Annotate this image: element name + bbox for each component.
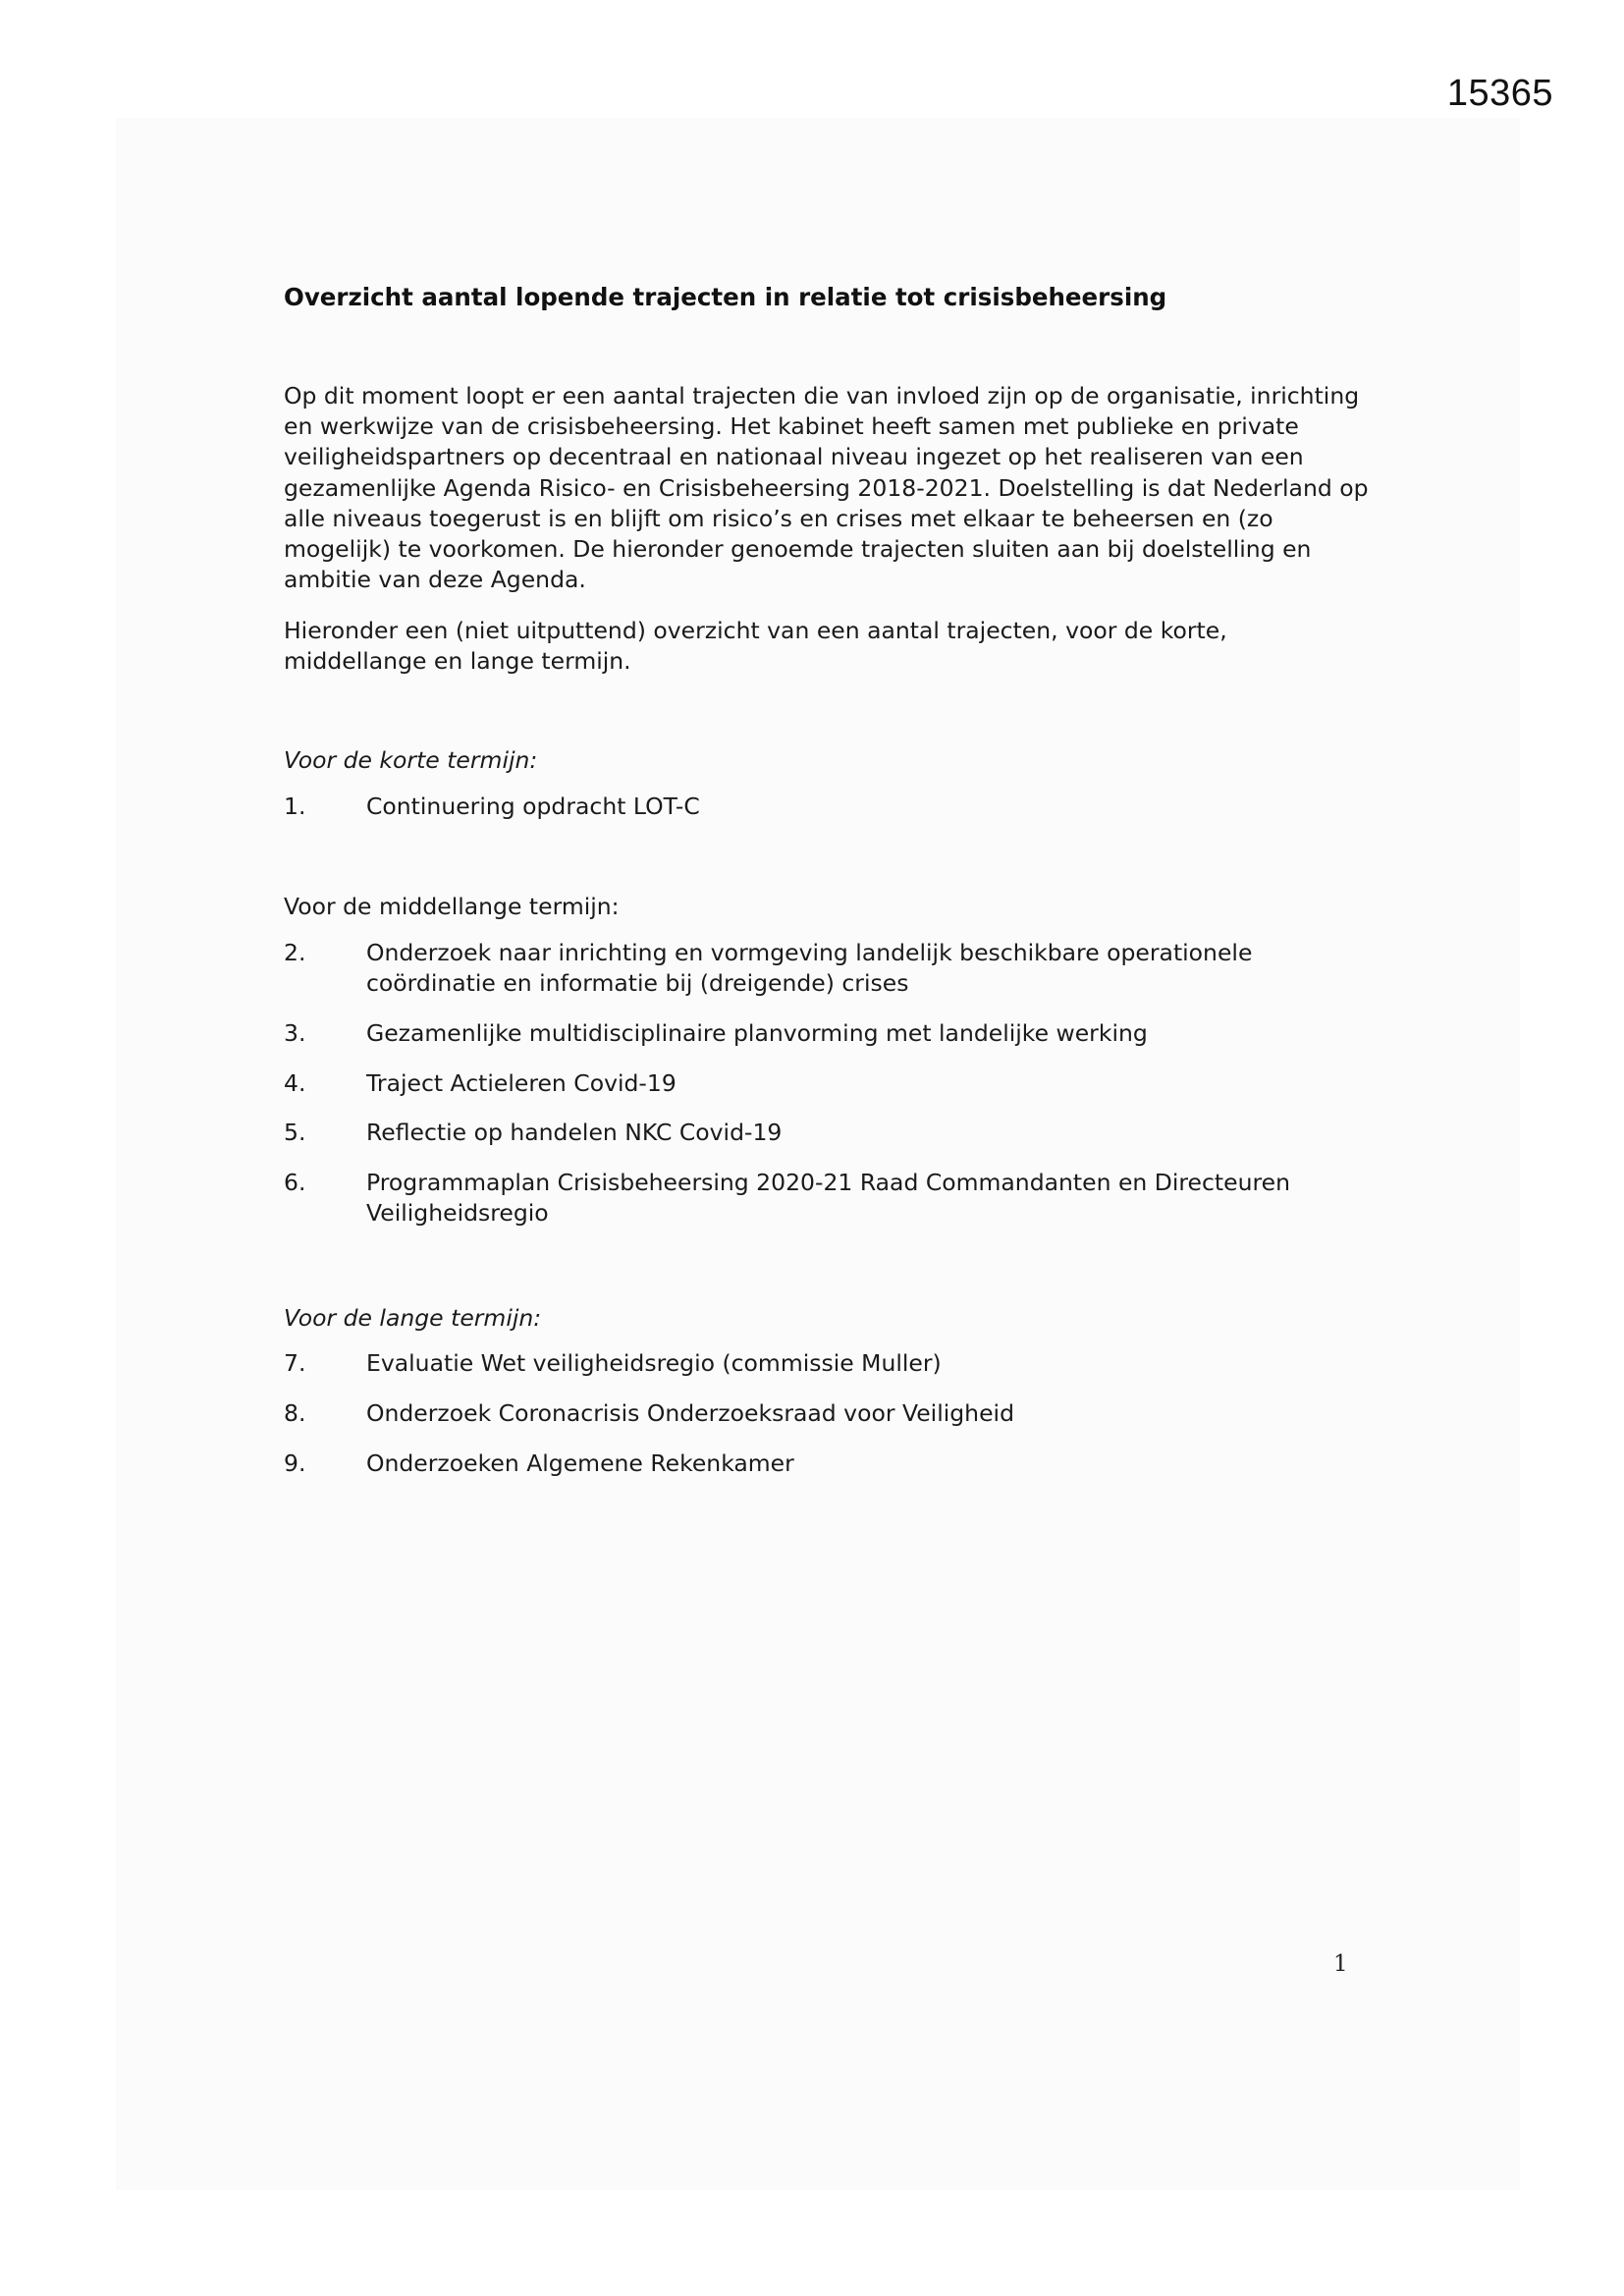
list-item — [284, 1068, 1374, 1099]
list-item — [284, 1168, 1374, 1229]
list-item-text: Continuering opdracht LOT-C — [366, 793, 700, 820]
list-item-number: 4. — [284, 1069, 306, 1097]
list-item-text: Traject Actieleren Covid-19 — [366, 1069, 677, 1097]
list-item-number: 9. — [284, 1449, 306, 1477]
list-item-text: Evaluatie Wet veiligheidsregio (commissie Muller) — [366, 1349, 942, 1377]
intro-paragraph: Op dit moment loopt er een aantal trajecten die van invloed zijn op de organisatie, inrichting en werkwijze van de crisisbeheersing. Het kabinet heeft samen met publieke en private veiligheidspartners op decentraal en nationaal niveau ingezet op het realiseren van een gezamenlijke Agenda Risico- en Crisisbeheersing 2018-2021. Doelstelling is dat Nederland op alle niveaus toegerust is en blijft om risico’s en crises met elkaar te beheersen en (zo mogelijk) te voorkomen. De hieronder genoemde trajecten sluiten aan bij doelstelling en ambitie van deze Agenda. — [284, 382, 1369, 594]
list-item-text: Gezamenlijke multidisciplinaire planvorming met landelijke werking — [366, 1019, 1148, 1047]
list-item-text: Programmaplan Crisisbeheersing 2020-21 Raad Commandanten en Directeuren Veiligheidsregio — [366, 1169, 1290, 1228]
list-item-number: 5. — [284, 1119, 306, 1146]
list-item-text: Onderzoek Coronacrisis Onderzoeksraad voor Veiligheid — [366, 1399, 1014, 1427]
list-item-text: Onderzoek naar inrichting en vormgeving landelijk beschikbare operationele coördinatie en informatie bij (dreigende) crises — [366, 939, 1253, 998]
list-item — [284, 1449, 1374, 1479]
list-item-number: 6. — [284, 1169, 306, 1196]
page-number: 1 — [1333, 1951, 1348, 1977]
list-item — [284, 1348, 1374, 1379]
list-item-text: Reflectie op handelen NKC Covid-19 — [366, 1119, 783, 1146]
list-item — [284, 938, 1374, 999]
list-item-text: Onderzoeken Algemene Rekenkamer — [366, 1449, 794, 1477]
list-item-number: 1. — [284, 793, 306, 820]
document-number: 15365 — [1446, 73, 1553, 114]
list-item — [284, 1018, 1374, 1049]
section-heading-short-term: Voor de korte termijn: — [284, 746, 538, 774]
overview-paragraph: Hieronder een (niet uitputtend) overzicht van een aantal trajecten, voor de korte, middellange en lange termijn. — [284, 617, 1227, 676]
section-heading-medium-term: Voor de middellange termijn: — [284, 893, 620, 920]
list-item-number: 2. — [284, 939, 306, 966]
document-title: Overzicht aantal lopende trajecten in relatie tot crisisbeheersing — [284, 283, 1167, 311]
list-item-number: 8. — [284, 1399, 306, 1427]
list-item — [284, 1118, 1374, 1148]
list-item-number: 3. — [284, 1019, 306, 1047]
section-heading-long-term: Voor de lange termijn: — [284, 1304, 542, 1332]
list-item-number: 7. — [284, 1349, 306, 1377]
list-item — [284, 792, 1374, 822]
list-item — [284, 1398, 1374, 1429]
